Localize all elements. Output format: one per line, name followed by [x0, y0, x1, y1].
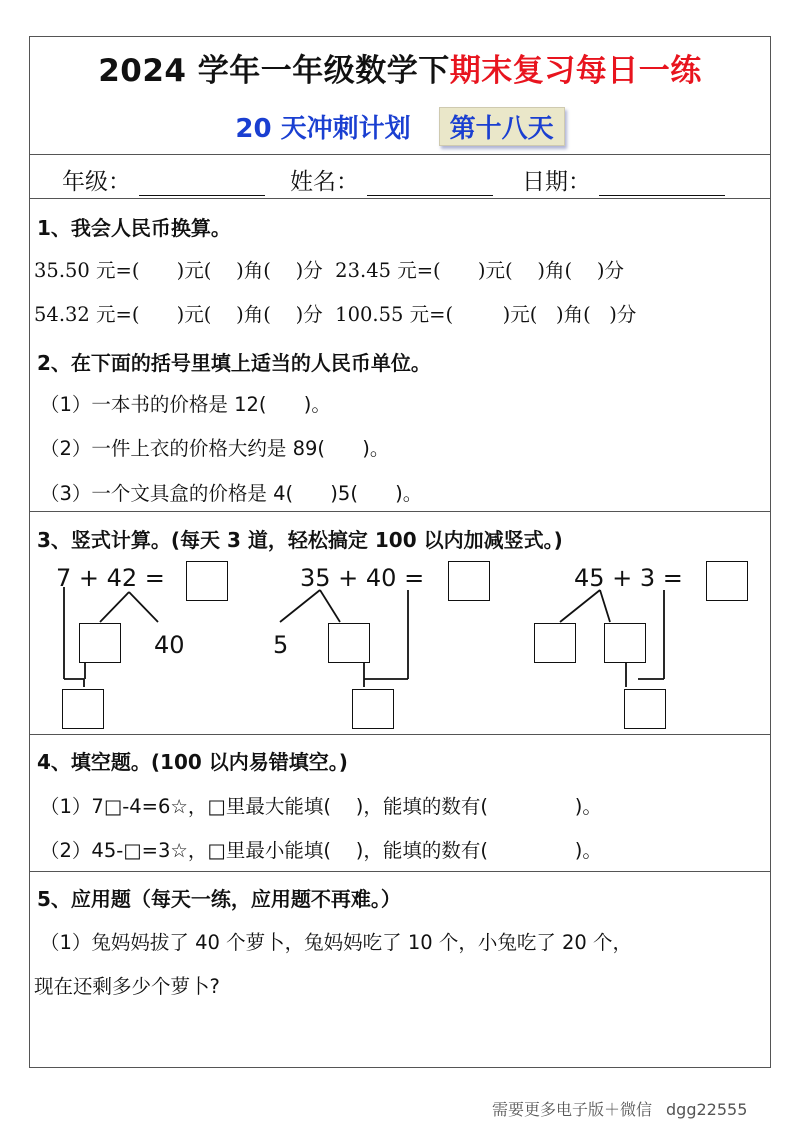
problem-2-given: 5: [273, 631, 289, 659]
footer-note: 需要更多电子版＋微信 dgg22555: [492, 1100, 748, 1119]
conversion-row-2[interactable]: 54.32 元=( )元( )角( )分 100.55 元=( )元( )角( )分: [34, 303, 637, 326]
split-box[interactable]: [604, 623, 646, 663]
split-box[interactable]: [79, 623, 121, 663]
unit-question-2[interactable]: （2）一件上衣的价格大约是 89( )。: [40, 437, 390, 460]
problem-2-expression: 35 + 40 =: [300, 564, 425, 592]
worksheet-frame: [29, 36, 771, 1068]
unit-question-1[interactable]: （1）一本书的价格是 12( )。: [40, 393, 331, 416]
day-badge: 第十八天: [439, 107, 565, 146]
divider: [30, 871, 770, 872]
section4-heading: 4、填空题。(100 以内易错填空。): [37, 750, 348, 774]
section1-heading: 1、我会人民币换算。: [37, 216, 231, 240]
section2-heading: 2、在下面的括号里填上适当的人民币单位。: [37, 351, 431, 375]
conversion-row-1[interactable]: 35.50 元=( )元( )角( )分 23.45 元=( )元( )角( )分: [34, 259, 624, 282]
grade-field[interactable]: 年级：: [62, 163, 265, 196]
section3-heading: 3、竖式计算。(每天 3 道，轻松搞定 100 以内加减竖式。): [37, 528, 563, 552]
unit-question-3[interactable]: （3）一个文具盒的价格是 4( )5( )。: [40, 482, 423, 505]
split-box[interactable]: [534, 623, 576, 663]
fill-question-1[interactable]: （1）7□-4=6☆，□里最大能填( )，能填的数有( )。: [40, 795, 602, 818]
word-problem-line-1: （1）兔妈妈拔了 40 个萝卜，兔妈妈吃了 10 个，小兔吃了 20 个，: [40, 931, 633, 954]
word-problem-line-2: 现在还剩多少个萝卜?: [34, 975, 220, 998]
answer-box[interactable]: [186, 561, 228, 601]
result-box[interactable]: [352, 689, 394, 729]
worksheet-title: 2024 学年一年级数学下期末复习每日一练: [98, 53, 702, 89]
result-box[interactable]: [62, 689, 104, 729]
problem-3-expression: 45 + 3 =: [574, 564, 683, 592]
worksheet-subtitle: 20 天冲刺计划 第十八天: [30, 107, 770, 146]
name-field[interactable]: 姓名：: [290, 163, 493, 196]
split-box[interactable]: [328, 623, 370, 663]
divider: [30, 734, 770, 735]
answer-box[interactable]: [706, 561, 748, 601]
date-field[interactable]: 日期：: [522, 163, 725, 196]
split-diagram-lines: [30, 37, 772, 737]
problem-1-given: 40: [154, 631, 185, 659]
answer-box[interactable]: [448, 561, 490, 601]
fill-question-2[interactable]: （2）45-□=3☆，□里最小能填( )，能填的数有( )。: [40, 839, 602, 862]
result-box[interactable]: [624, 689, 666, 729]
problem-1-expression: 7 + 42 =: [56, 564, 165, 592]
section5-heading: 5、应用题（每天一练，应用题不再难。）: [37, 887, 401, 911]
